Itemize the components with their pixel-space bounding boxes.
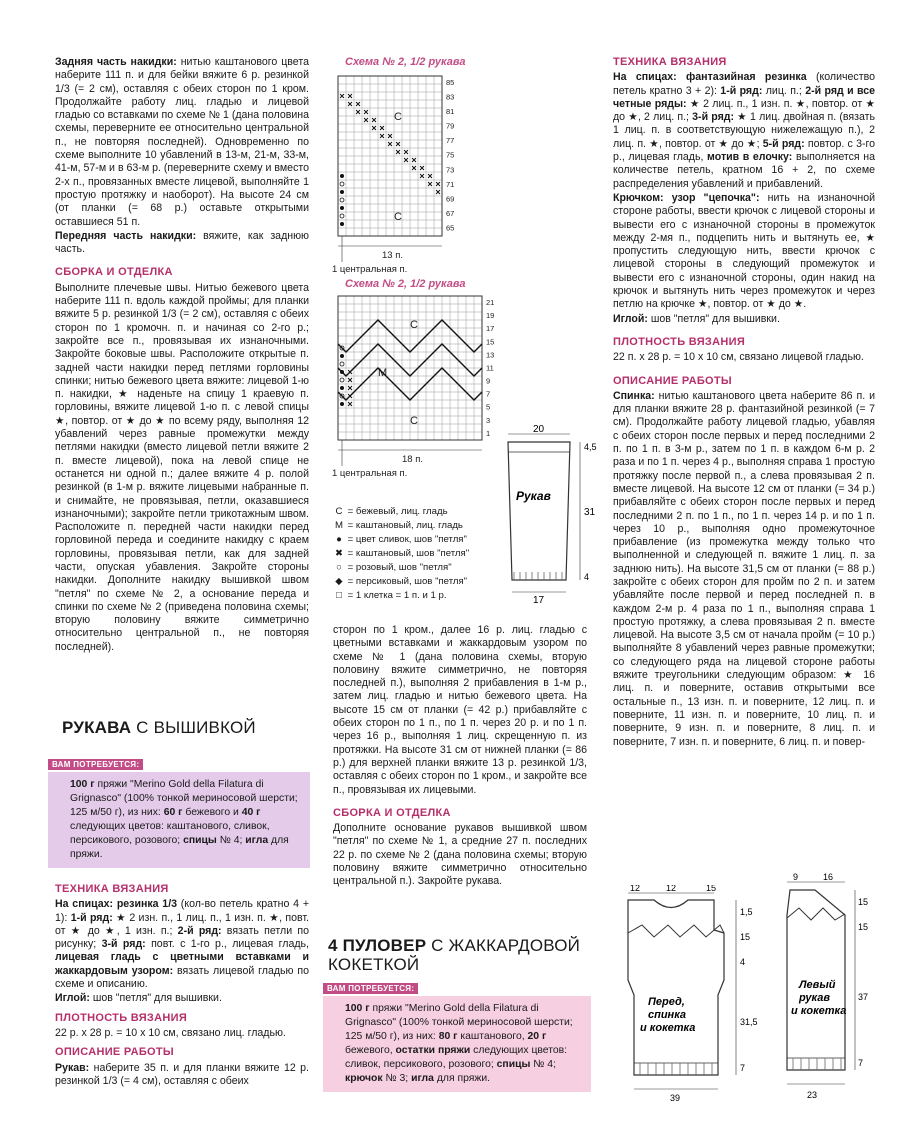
chart-row-label: 3 [486, 415, 491, 425]
gauge3-paragraph: 22 п. х 28 р. = 10 х 10 см, связано лицевой гладью. [613, 351, 864, 364]
chart-cell-letter: C [410, 319, 418, 331]
sleeve2-bottom-width: 23 [807, 1090, 818, 1100]
sleeve-continuation: сторон по 1 кром., далее 16 р. лиц. гладью с цветными вставками и жаккардовым узором по схеме № 1 (дана половина схемы, вторую половину вяжите симметрично, не повторяя последней п.), выполняя 2 прибавления в 1-м р., затем лиц. гладью и нитью бежевого цвета. На высоте 15 см от планки (= 42 р.) прибавляйте с обеих сторон по 1 п., по 1 п. через 20 р. и по 1 п. через 16 р., выполняя 1 лиц. скрещенную п. из протяжки. На высоте 31 см от нижней планки (= 86 р.) для верхней планки вяжите 13 р. резинкой 1/3, оставляя с обеих сторон по 1 кром., и закройте все п., провязывая их лицевыми. [333, 624, 587, 796]
legend-text: = персиковый, шов "петля" [345, 576, 468, 587]
work3-heading: ОПИСАНИЕ РАБОТЫ [613, 374, 732, 387]
legend-symbol: □ [336, 590, 342, 601]
materials-text: 100 г пряжи "Merino Gold della Filatura di Grignasco" (100% тонкой мериносовой шерсти; 125 м/50 г), из них: 60 г бежевого и 40 г следующих цветов: каштанового, сливок, персикового, розового; спицы № 4; игла для пряжи. [48, 772, 310, 868]
materials-text-2: 100 г пряжи "Merino Gold della Filatura di Grignasco" (100% тонкой мериносовой шерсти; 125 м/50 г), из них: 80 г каштанового, 20 г бежевого, остатки пряжи следующих цветов: сливок, персикового, розового; спицы № 4; крючок № 3; игла для пряжи. [323, 996, 591, 1092]
needle-paragraph: Иглой: шов "петля" для вышивки. [55, 992, 222, 1005]
chart-cell-letter: C [410, 415, 418, 427]
crochet-paragraph: Крючком: узор "цепочка": нить на изнаночной стороне работы, ввести крючок с лицевой стороны и вывести его с изнаночной стороны в промежуток между 2-мя п., подцепить нить и вытянуть ее, ★ пропустить следующую нить, ввести крючок с лицевой стороны в следующий промежуток и вывести его с изнаночной стороны, один накид на крючок и вытянуть нить через промежуток и через петлю на крючке ★, повтор. от ★ до ★. [613, 191, 875, 311]
sleeve2-h4: 7 [858, 1058, 864, 1068]
materials-box-1 [48, 754, 310, 868]
sleeve-top-width: 20 [533, 424, 545, 435]
legend-item [333, 547, 469, 561]
sleeve2-h2: 15 [858, 922, 869, 932]
chart-row-label: 85 [446, 78, 455, 87]
legend-item [333, 561, 469, 575]
technique-paragraph: На спицах: резинка 1/3 (кол-во петель кратно 4 + 1): 1-й ряд: ★ 2 изн. п., 1 лиц. п., 1 изн. п. ★, повт. от ★ до ★, 1 изн. п.; 2-й ряд: вязать петли по рисунку; 3-й ряд: повт. с 1-го р., лицевая гладь, лицевая гладь с цветными вставками и жаккардовым узором: вязать лицевой гладью по схеме и описанию. [55, 898, 310, 991]
scheme1-chart [330, 70, 490, 280]
sleeve2-width-1: 9 [793, 872, 799, 882]
gauge3-heading: ПЛОТНОСТЬ ВЯЗАНИЯ [613, 335, 746, 348]
front-label-2: спинка [648, 1009, 687, 1021]
front-label-3: и кокетка [640, 1022, 696, 1034]
chart-cell-letter: C [394, 211, 402, 223]
materials-tag-2: ВАМ ПОТРЕБУЕТСЯ: [323, 983, 418, 994]
gauge-paragraph: 22 р. х 28 р. = 10 х 10 см, связано лиц. гладью. [55, 1026, 286, 1039]
sleeve2-h1: 15 [858, 897, 869, 907]
sleeve-description-paragraph: Рукав: наберите 35 п. и для планки вяжите 12 р. резинкой 1/3 (= 4 см), оставляя с обеих [55, 1061, 309, 1087]
chart-row-label: 73 [446, 165, 455, 175]
legend-item [333, 589, 469, 603]
front-h5: 7 [740, 1063, 746, 1073]
sleeve2-h3: 37 [858, 992, 869, 1002]
sleeves-section-title [62, 718, 322, 737]
sleeves-title-bold: РУКАВА [62, 718, 132, 737]
materials-tag: ВАМ ПОТРЕБУЕТСЯ: [48, 759, 143, 770]
chart-row-label: 5 [486, 402, 491, 412]
legend-text: = бежевый, лиц. гладь [345, 506, 448, 517]
materials-box-2 [323, 978, 591, 1092]
pullover-section-title [328, 936, 598, 974]
front-width-1: 12 [630, 885, 641, 893]
chart-row-label: 81 [446, 107, 455, 117]
chart-row-label: 21 [486, 298, 495, 307]
legend-item [333, 533, 469, 547]
chart-width-label: 18 п. [402, 454, 423, 465]
front-bottom-width: 39 [670, 1093, 681, 1103]
chart-row-label: 19 [486, 311, 495, 321]
sleeve2-label-2: рукав [799, 992, 831, 1004]
sleeve-label: Рукав [516, 489, 551, 503]
front-h2: 15 [740, 932, 751, 942]
assembly2-heading: СБОРКА И ОТДЕЛКА [333, 806, 451, 819]
column-right [613, 56, 875, 750]
sleeve-h2: 31 [584, 507, 596, 518]
legend-text: = каштановый, лиц. гладь [345, 520, 463, 531]
column-middle-text [333, 624, 587, 890]
legend-symbol: ○ [336, 562, 342, 573]
assembly-heading: СБОРКА И ОТДЕЛКА [55, 266, 173, 279]
column-left [55, 56, 309, 655]
technique3-paragraph: На спицах: фантазийная резинка (количество петель кратно 3 + 2): 1-й ряд: лиц. п.; 2-й ряд и все четные ряды: ★ 2 лиц. п., 1 изн. п. ★, повтор. от ★ до ★, 2 лиц. п.; 3-й ряд: ★ 1 лиц. двойная п. (вязать 1 лиц. п. в соответствующую нижележащую п.), 2 лиц. п. ★, повтор. от ★ до ★; 5-й ряд: повтор. с 3-го р., лицевая гладь, мотив в елочку: выполняется на количестве петель, кратном 16 + 2, по схеме распределения убавлений и прибавлений. [613, 71, 876, 190]
chart-row-label: 75 [446, 150, 455, 160]
legend-text: = каштановый, шов "петля" [345, 548, 470, 559]
chart-row-label: 67 [446, 208, 455, 218]
left-sleeve-schematic [765, 870, 875, 1115]
scheme2-title: Схема № 2, 1/2 рукава [345, 278, 466, 290]
pullover-title-thin: С ЖАККАРДОВОЙ КОКЕТКОЙ [328, 936, 581, 974]
chart-row-label: 71 [446, 179, 455, 189]
legend-symbol: ● [336, 534, 342, 545]
chart-row-label: 69 [446, 194, 455, 204]
front-h4: 31,5 [740, 1017, 758, 1027]
legend-item [333, 519, 469, 533]
front-schematic [610, 885, 760, 1115]
legend-symbol: ◆ [335, 576, 343, 587]
front-h1: 1,5 [740, 907, 753, 917]
legend-item [333, 575, 469, 589]
scheme1-title: Схема № 2, 1/2 рукава [345, 56, 466, 68]
chart-row-label: 79 [446, 121, 455, 131]
sleeve2-width-2: 16 [823, 872, 834, 882]
back-description-paragraph: Спинка: нитью каштанового цвета наберите 86 п. и для планки вяжите 28 р. фантазийной резинкой (= 7 см). Продолжайте работу лицевой гладью, убавляя с обеих сторон после первых и перед последними 2 п. по 1 п. в 3-м р., затем по 1 п. в каждом 6-м р. 2 раза и по 1 п. через 4 р., выполняя справа 1 простую протяжку после первой п., а слева провязывая 2 п. вместе лицевой. На высоте 12 см от планки (= 34 р.) прибавляйте с обеих сторон после первых и перед последними 2 п. по 1 п., по 1 п. через 14 р. и по 1 п. через 10 р., выполняя одно промежуточное прибавление (из промежутка между только что выполненной и следующей п. вяжите 1 лиц. п. за заднюю нить). На высоте 31,5 см от планки (= 88 р.) закройте с обеих сторон для пройм по 2 п. и затем убавляйте после первой и перед последней п. в каждом 2-м р. 4 раза по 1 п., выполняя справа 1 простую протяжку, а слева провязывая 2 п. вместе лицевой. На высоте 3,5 см от начала пройм (= 10 р.) выполняйте 8 убавлений через равные промежутки; со следующего ряда на лицевой стороне работы вяжите треугольники следующим образом: ★ 16 лиц. п. и поверните, оставив открытыми все остальные п., 13 изн. п. и поверните, 12 лиц. п. и поверните, 11 изн. п. и поверните, 10 лиц. п. и поверните, 9 изн. п. и поверните, 8 лиц. п. и поверните, 7 изн. п. и поверните, 6 лиц. п. и повер- [613, 389, 875, 748]
front-width-3: 15 [706, 885, 717, 893]
front-h3: 4 [740, 957, 746, 967]
chart-row-label: 15 [486, 337, 495, 347]
back-cape-paragraph: Задняя часть накидки: нитью каштанового цвета наберите 111 п. и для бейки вяжите 6 р. резинкой 1/3 (= 2 см), оставляя с обеих сторон по 1 кром. Продолжайте работу лиц. гладью и лицевой гладью со вставками по схеме № 1 (дана половина схемы, переверните ее относительно центральной п., не повторяя последней). Одновременно по схеме выполните 10 убавлений в 13-м, 21-м, 33-м, 41-м, 57-м и в 63-м р. (переверните схему и вместо 2-х п., провязанных вместе лицевой, выполняйте 1 простую протяжку и наоборот). На высоте 24 см (от планки (= 68 р.) оставьте открытыми оставшиеся 51 п. [55, 56, 309, 228]
work-description-heading: ОПИСАНИЕ РАБОТЫ [55, 1046, 174, 1059]
technique3-heading: ТЕХНИКА ВЯЗАНИЯ [613, 56, 727, 68]
legend-item [333, 505, 469, 519]
chart-row-label: 9 [486, 376, 491, 386]
sleeve-bottom-width: 17 [533, 595, 545, 605]
front-cape-paragraph: Передняя часть накидки: вяжите, как заднюю часть. [55, 229, 309, 256]
needle3-paragraph: Иглой: шов "петля" для вышивки. [613, 312, 780, 325]
sleeve2-label-3: и кокетка [791, 1005, 847, 1017]
pullover-title-bold: 4 ПУЛОВЕР [328, 936, 427, 955]
chart-row-label: 83 [446, 92, 455, 102]
chart-row-label: 65 [446, 223, 455, 233]
gauge-heading: ПЛОТНОСТЬ ВЯЗАНИЯ [55, 1011, 188, 1024]
legend-symbol: C [335, 506, 343, 517]
chart-row-label: 77 [446, 136, 455, 146]
chart-cell-letter: M [378, 367, 388, 379]
sleeve2-label-1: Левый [799, 979, 836, 991]
chart-width-label: 13 п. [382, 250, 403, 261]
sleeve-schematic [490, 420, 600, 605]
central-stitch-label: 1 центральная п. [332, 468, 408, 479]
chart-cell-letter: C [394, 111, 402, 123]
legend-symbol: M [335, 520, 343, 531]
legend-text: = розовый, шов "петля" [345, 562, 452, 573]
chart-row-label: 11 [486, 363, 494, 373]
legend-text: = 1 клетка = 1 п. и 1 р. [345, 590, 447, 601]
legend [333, 505, 469, 603]
chart-row-label: 13 [486, 350, 495, 360]
column-left-bottom [55, 883, 309, 1089]
assembly-paragraph: Выполните плечевые швы. Нитью бежевого цвета наберите 111 п. вдоль каждой проймы; для планки вяжите 5 р. резинкой 1/3 (= 2 см), оставляя с обеих сторон по 1 кромочн. п. и начиная со 2-го р.; закройте все п., провязывая их изнаночными. Закройте боковые швы. Расположите открытые п. задней части накидки перед петлями горловины спинки; нитью бежевого цвета вяжите: лицевой 1-ю п. накидки, ★ наденьте на спицу 1 краевую п. горловины, вяжите лицевой 1-ю п. с левой спицы ★, повтор. от ★ до ★ по всему ряду, выполняя 12 убавлений через равные промежутки между петлями накидки (вместо лицевой петли вяжите 2 п. вместе лицевой), пока на левой спице не останется ни одной п.; далее вяжите 4 р. полой резинкой (в 1-м р. вяжите лицевыми набранные п. и снимайте, не провязывая, петли, оказавшиеся изнаночными); закройте петли трикотажным швом. Расположите п. передней части накидки перед горловиной переда и соедините накидку с краем горловины, провязывая петли, как для задней части, опуская убавления. Закройте стороны накидки. Дополните накидку вышивкой швом "петля" по схеме № 2, а основание переда и спинки по схеме № 2 (приведена половина схемы; вторую половину вяжите симметрично относительно центральной п., не повторяя последней). [55, 281, 309, 653]
legend-symbol: ✖ [334, 548, 344, 559]
scheme2-chart [330, 292, 500, 492]
chart-row-label: 17 [486, 324, 495, 334]
technique-heading: ТЕХНИКА ВЯЗАНИЯ [55, 883, 169, 895]
sleeve-h3: 4 [584, 572, 590, 582]
sleeve-h1: 4,5 [584, 442, 597, 452]
sleeves-title-thin: С ВЫШИВКОЙ [131, 718, 256, 737]
chart-row-label: 7 [486, 389, 491, 399]
legend-text: = цвет сливок, шов "петля" [345, 534, 467, 545]
assembly2-paragraph: Дополните основание рукавов вышивкой швом "петля" по схеме № 1, а средние 27 п. последних 22 р. по схеме № 2 (дана половина схемы; вторую половину вяжите симметрично относительно центральной п.). Закройте рукава. [333, 822, 587, 888]
chart-row-label: 1 [486, 428, 491, 438]
front-width-2: 12 [666, 885, 677, 893]
front-label-1: Перед, [648, 996, 685, 1008]
central-stitch-label: 1 центральная п. [332, 264, 408, 275]
